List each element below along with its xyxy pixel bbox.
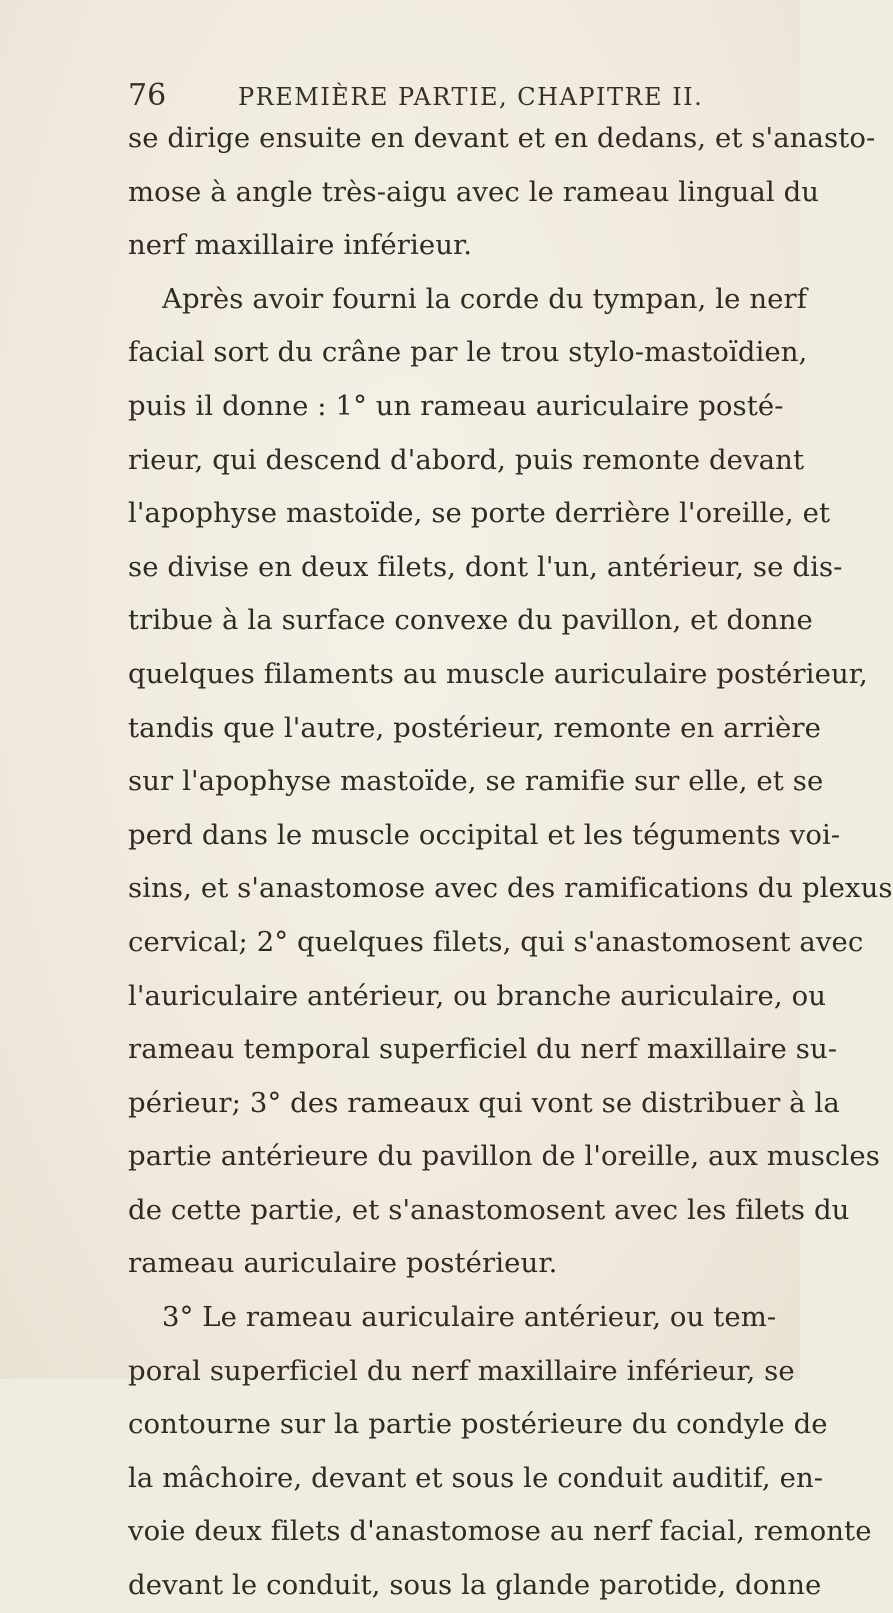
text-line: poral superficiel du nerf maxillaire inférieur, se — [128, 1354, 795, 1387]
text-line: sins, et s'anastomose avec des ramifications du plexus — [128, 872, 893, 905]
text-line: facial sort du crâne par le trou stylo-mastoïdien, — [128, 336, 808, 369]
running-title: PREMIÈRE PARTIE, CHAPITRE II. — [238, 83, 704, 111]
text-line: quelques filaments au muscle auriculaire postérieur, — [128, 657, 868, 690]
text-line: nerf maxillaire inférieur. — [128, 229, 473, 262]
text-line: tandis que l'autre, postérieur, remonte en arrière — [128, 711, 822, 744]
text-line: se dirige ensuite en devant et en dedans, et s'anasto- — [128, 122, 876, 154]
text-line: de cette partie, et s'anastomosent avec les filets du — [128, 1193, 850, 1226]
text-line: contourne sur la partie postérieure du condyle de — [128, 1408, 828, 1441]
paragraph-start-line: Après avoir fourni la corde du tympan, le nerf — [162, 282, 808, 315]
text-line: puis il donne : 1° un rameau auriculaire posté- — [128, 389, 784, 422]
text-line: rieur, qui descend d'abord, puis remonte devant — [128, 443, 805, 476]
text-line: se divise en deux filets, dont l'un, antérieur, se dis- — [128, 550, 843, 583]
text-line: partie antérieure du pavillon de l'oreille, aux muscles — [128, 1140, 880, 1173]
text-line: l'auriculaire antérieur, ou branche auriculaire, ou — [128, 979, 827, 1012]
text-line: sur l'apophyse mastoïde, se ramifie sur elle, et se — [128, 765, 824, 798]
text-line: la mâchoire, devant et sous le conduit auditif, en- — [128, 1461, 824, 1494]
text-line: cervical; 2° quelques filets, qui s'anastomosent avec — [128, 925, 864, 958]
text-line: perd dans le muscle occipital et les téguments voi- — [128, 818, 841, 851]
text-line: périeur; 3° des rameaux qui vont se distribuer à la — [128, 1086, 840, 1119]
text-line: l'apophyse mastoïde, se porte derrière l'oreille, et — [128, 497, 831, 530]
text-line: rameau temporal superficiel du nerf maxillaire su- — [128, 1033, 838, 1066]
text-line: devant le conduit, sous la glande parotide, donne — [128, 1569, 822, 1602]
text-line: voie deux filets d'anastomose au nerf facial, remonte — [128, 1515, 872, 1548]
running-header — [128, 78, 704, 113]
body-text — [128, 112, 893, 1613]
page-number: 76 — [128, 78, 167, 113]
text-line: mose à angle très-aigu avec le rameau lingual du — [128, 175, 820, 208]
paragraph-start-line: 3° Le rameau auriculaire antérieur, ou tem- — [162, 1301, 777, 1334]
text-line: rameau auriculaire postérieur. — [128, 1247, 558, 1280]
text-line: tribue à la surface convexe du pavillon, et donne — [128, 604, 813, 637]
